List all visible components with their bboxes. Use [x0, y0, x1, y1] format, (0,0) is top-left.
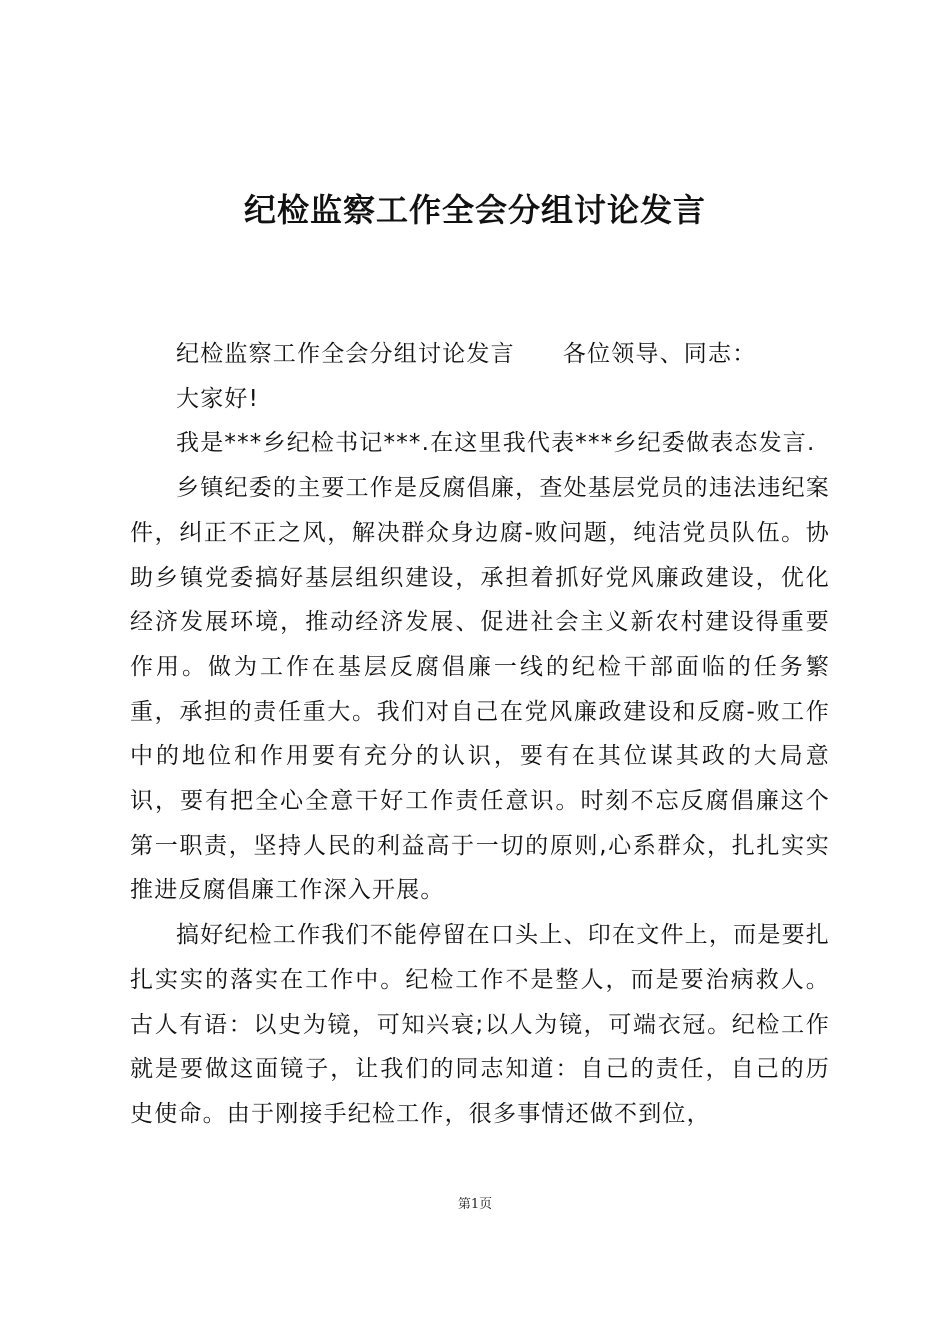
- opening-line-title: 纪检监察工作全会分组讨论发言: [176, 341, 515, 367]
- paragraph-implementation: 搞好纪检工作我们不能停留在口头上、印在文件上，而是要扎扎实实的落实在工作中。纪检工作不是整人，而是要治病救人。古人有语：以史为镜，可知兴衰;以人为镜，可端衣冠。纪检工作就是要做这面镜子，让我们的同志知道：自己的责任，自己的历史使命。由于刚接手纪检工作，很多事情还做不到位，: [130, 922, 830, 1127]
- paragraph-duties: 乡镇纪委的主要工作是反腐倡廉，查处基层党员的违法违纪案件，纠正不正之风，解决群众身边腐-败问题，纯洁党员队伍。协助乡镇党委搞好基层组织建设，承担着抓好党风廉政建设，优化经济发展环境，推动经济发展、促进社会主义新农村建设得重要作用。做为工作在基层反腐倡廉一线的纪检干部面临的任务繁重，承担的责任重大。我们对自己在党风廉政建设和反腐-败工作中的地位和作用要有充分的认识，要有在其位谋其政的大局意识，要有把全心全意干好工作责任意识。时刻不忘反腐倡廉这个第一职责，坚持人民的利益高于一切的原则,心系群众，扎扎实实推进反腐倡廉工作深入开展。: [130, 475, 830, 904]
- document-title: 纪检监察工作全会分组讨论发言: [243, 191, 706, 229]
- document-body: [130, 332, 830, 1137]
- opening-line: [130, 332, 830, 377]
- greeting: 大家好!: [176, 385, 260, 412]
- paragraph-intro: 我是***乡纪检书记***.在这里我代表***乡纪委做表态发言.: [176, 430, 816, 457]
- salutation: 各位领导、同志：: [562, 341, 757, 367]
- page-number: 第1页: [457, 1197, 493, 1212]
